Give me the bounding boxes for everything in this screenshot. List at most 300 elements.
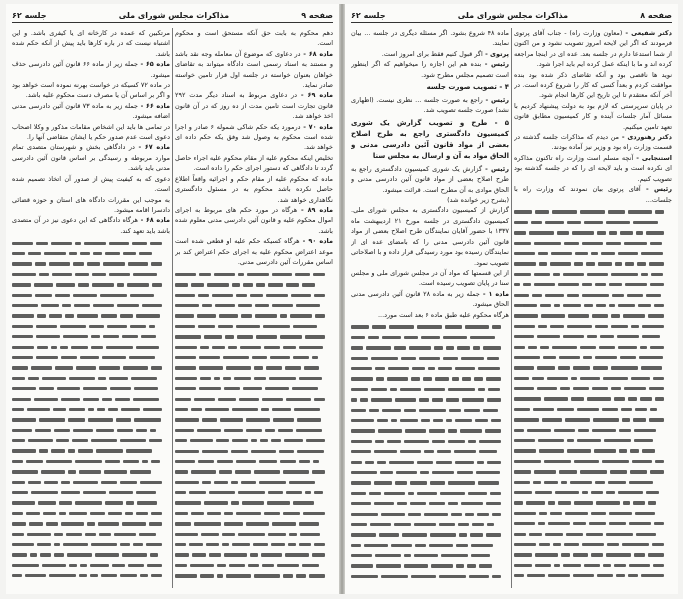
word-mark (238, 533, 265, 536)
word-mark (573, 574, 594, 577)
paragraph-text: در تمامی ها باید این اشخاص مقامات مذکور و وکلا اصحاب دعوی است عدم صدور حکم یا ایشان متقاضی آنها را. (12, 122, 170, 142)
word-mark (136, 314, 160, 317)
word-mark (567, 221, 581, 224)
word-mark (60, 346, 68, 349)
word-mark (540, 346, 549, 349)
word-mark (388, 367, 409, 370)
word-mark (440, 492, 465, 495)
word-mark (292, 387, 318, 390)
word-mark (641, 366, 662, 369)
word-mark (570, 481, 592, 484)
word-mark (470, 533, 483, 536)
word-mark (479, 450, 497, 453)
word-mark (36, 242, 48, 245)
paragraph (175, 90, 333, 121)
word-mark (548, 574, 570, 577)
word-mark (538, 522, 545, 525)
word-mark (654, 522, 664, 525)
word-mark (175, 553, 189, 556)
text-line (12, 342, 170, 352)
word-mark (634, 439, 653, 442)
word-mark (455, 367, 475, 370)
word-mark (189, 491, 206, 494)
word-mark (624, 242, 647, 245)
word-mark (299, 460, 310, 463)
word-mark (79, 470, 101, 473)
word-mark (26, 512, 40, 515)
word-mark (175, 325, 195, 328)
word-mark (293, 501, 314, 504)
word-mark (473, 346, 480, 349)
word-mark (51, 346, 57, 349)
text-line (514, 467, 672, 477)
paragraph (12, 174, 170, 195)
word-mark (204, 335, 222, 338)
word-mark (351, 461, 362, 464)
word-mark (101, 314, 117, 317)
text-line (351, 519, 509, 529)
word-mark (255, 304, 269, 307)
word-mark (250, 294, 263, 297)
word-mark (371, 357, 398, 360)
word-mark (90, 564, 109, 567)
word-mark (91, 543, 117, 546)
word-mark (288, 543, 296, 546)
word-mark (68, 449, 75, 452)
word-mark (26, 460, 43, 463)
word-mark (582, 543, 604, 546)
word-mark (96, 429, 114, 432)
text-line (514, 519, 672, 529)
word-mark (400, 388, 421, 391)
word-mark (431, 564, 453, 567)
text-line (175, 321, 333, 331)
text-line (12, 332, 170, 342)
word-mark (370, 523, 391, 526)
word-mark (642, 335, 660, 338)
text-line (514, 363, 672, 373)
word-mark (116, 418, 131, 421)
word-mark (479, 564, 492, 567)
word-mark (384, 492, 405, 495)
word-mark (402, 533, 427, 536)
word-mark (246, 418, 270, 421)
word-mark (351, 325, 369, 328)
word-mark (539, 512, 547, 515)
word-mark (149, 439, 162, 442)
word-mark (563, 335, 584, 338)
paragraph-text: جمله زیر به ماده ۷۳ قانون آئین دادرسی مدنی اضافه میشود. (12, 101, 170, 121)
text-line (514, 425, 672, 435)
text-line (175, 301, 333, 311)
text-line (351, 332, 509, 342)
word-mark (261, 408, 269, 411)
word-mark (51, 242, 72, 245)
text-line (351, 426, 509, 436)
word-mark (409, 346, 431, 349)
text-line (514, 248, 672, 258)
word-mark (653, 564, 664, 567)
word-mark (432, 471, 454, 474)
text-line (12, 550, 170, 560)
word-mark (39, 273, 49, 276)
word-mark (109, 491, 133, 494)
word-mark (554, 564, 560, 567)
paragraph-label: ماده ۸۹ - (297, 205, 333, 214)
word-mark (648, 314, 664, 317)
word-mark (486, 502, 501, 505)
word-mark (12, 366, 28, 369)
word-mark (130, 470, 151, 473)
word-mark (535, 210, 549, 213)
word-mark (538, 252, 548, 255)
word-mark (541, 314, 565, 317)
word-mark (478, 367, 500, 370)
word-mark (592, 429, 616, 432)
word-mark (582, 242, 603, 245)
word-mark (39, 387, 54, 390)
word-mark (487, 398, 501, 401)
word-mark (573, 366, 590, 369)
word-mark (207, 512, 221, 515)
word-mark (593, 366, 608, 369)
word-mark (535, 553, 558, 556)
word-mark (377, 419, 388, 422)
word-mark (130, 325, 146, 328)
word-mark (28, 439, 53, 442)
word-mark (650, 470, 664, 473)
paragraph-text: هرگاه در مورد حکم های مربوط به اجرای اموال محکوم علیه و قانون آئین دادرسی مدنی معلوم شده باشد. (175, 205, 333, 235)
word-mark (61, 522, 84, 525)
text-line (175, 519, 333, 529)
text-line (175, 415, 333, 425)
word-mark (150, 553, 158, 556)
word-mark (448, 429, 457, 432)
word-mark (55, 294, 70, 297)
right-page-header (351, 8, 672, 23)
word-mark (567, 449, 591, 452)
text-line (351, 364, 509, 374)
word-mark (631, 325, 639, 328)
word-mark (514, 221, 528, 224)
word-mark (483, 346, 501, 349)
word-mark (602, 460, 629, 463)
word-mark (59, 501, 72, 504)
word-mark (598, 262, 612, 265)
word-mark (121, 408, 140, 411)
word-mark (37, 346, 48, 349)
word-mark (243, 283, 253, 286)
paragraph (514, 101, 672, 132)
text-line (175, 425, 333, 435)
word-mark (472, 523, 484, 526)
word-mark (83, 491, 106, 494)
text-line (351, 395, 509, 405)
word-mark (152, 283, 162, 286)
word-mark (222, 533, 235, 536)
word-mark (650, 346, 664, 349)
word-mark (462, 377, 471, 380)
word-mark (262, 564, 274, 567)
paragraph-label: رئیس - (482, 164, 509, 173)
word-mark (41, 470, 65, 473)
paragraph-label: استنجابی - (633, 153, 672, 162)
word-mark (78, 449, 93, 452)
word-mark (266, 294, 288, 297)
word-mark (253, 543, 268, 546)
paragraph-label: ماده ۶۵ - (137, 60, 170, 69)
word-mark (451, 513, 462, 516)
word-mark (31, 491, 58, 494)
word-mark (246, 429, 262, 432)
word-mark (136, 491, 156, 494)
word-mark (534, 273, 550, 276)
word-mark (108, 408, 118, 411)
word-mark (448, 502, 458, 505)
word-mark (149, 522, 162, 525)
text-line (12, 321, 170, 331)
paragraph (12, 59, 170, 80)
word-mark (36, 335, 60, 338)
text-line (175, 352, 333, 362)
word-mark (587, 335, 597, 338)
word-mark (312, 356, 318, 359)
text-line (175, 342, 333, 352)
word-mark (408, 492, 414, 495)
word-mark (36, 356, 58, 359)
word-mark (533, 408, 554, 411)
word-mark (514, 449, 536, 452)
word-mark (61, 481, 70, 484)
word-mark (150, 242, 162, 245)
word-mark (419, 398, 429, 401)
word-mark (212, 346, 225, 349)
left-page-header (12, 8, 333, 23)
word-mark (236, 294, 247, 297)
word-mark (635, 512, 655, 515)
word-mark (75, 460, 102, 463)
word-mark (491, 419, 501, 422)
word-mark (607, 543, 619, 546)
word-mark (351, 575, 378, 578)
word-mark (573, 387, 589, 390)
word-mark (539, 543, 550, 546)
word-mark (351, 502, 371, 505)
word-mark (112, 564, 125, 567)
word-mark (256, 283, 265, 286)
word-mark (483, 409, 498, 412)
word-mark (553, 273, 560, 276)
word-mark (568, 314, 589, 317)
word-mark (411, 575, 436, 578)
word-mark (455, 419, 472, 422)
text-line (514, 477, 672, 487)
word-mark (618, 252, 638, 255)
word-mark (396, 471, 417, 474)
word-mark (271, 439, 281, 442)
word-mark (12, 543, 34, 546)
word-mark (514, 262, 536, 265)
word-mark (552, 346, 577, 349)
word-mark (306, 439, 325, 442)
word-mark (514, 283, 520, 286)
word-mark (12, 283, 31, 286)
word-mark (280, 335, 302, 338)
word-mark (199, 273, 211, 276)
text-line (12, 529, 170, 539)
word-mark (214, 377, 220, 380)
word-mark (471, 544, 493, 547)
word-mark (238, 273, 244, 276)
paragraph (351, 49, 509, 59)
word-mark (537, 366, 555, 369)
word-mark (272, 522, 296, 525)
word-mark (286, 283, 299, 286)
word-mark (68, 418, 85, 421)
word-mark (634, 429, 656, 432)
text-line (514, 404, 672, 414)
word-mark (232, 543, 250, 546)
text-line (514, 228, 672, 238)
word-mark (487, 357, 499, 360)
word-mark (273, 418, 294, 421)
word-mark (136, 346, 159, 349)
word-mark (77, 314, 98, 317)
word-mark (218, 325, 233, 328)
word-mark (351, 367, 372, 370)
word-mark (587, 397, 611, 400)
paragraph (514, 132, 672, 153)
word-mark (202, 418, 217, 421)
word-mark (360, 398, 368, 401)
word-mark (296, 429, 322, 432)
word-mark (37, 543, 51, 546)
word-mark (582, 294, 609, 297)
word-mark (12, 574, 22, 577)
word-mark (125, 512, 133, 515)
word-mark (369, 492, 381, 495)
word-mark (61, 491, 80, 494)
word-mark (87, 522, 95, 525)
left-page-title: مذاکرات مجلس شورای ملی (118, 10, 230, 20)
word-mark (514, 481, 530, 484)
word-mark (419, 357, 440, 360)
word-mark (584, 304, 593, 307)
text-line (351, 457, 509, 467)
word-mark (268, 283, 283, 286)
text-line (514, 373, 672, 383)
text-line (12, 384, 170, 394)
word-mark (572, 231, 594, 234)
word-mark (279, 450, 294, 453)
word-mark (429, 544, 453, 547)
word-mark (611, 273, 638, 276)
word-mark (88, 408, 94, 411)
word-mark (35, 429, 51, 432)
text-line (12, 508, 170, 518)
text-line (514, 550, 672, 560)
word-mark (299, 543, 311, 546)
word-mark (634, 553, 645, 556)
word-mark (268, 533, 286, 536)
word-mark (87, 262, 100, 265)
paragraph (175, 28, 333, 49)
paragraph-label: دکتر شفیعی - (622, 29, 672, 37)
word-mark (394, 346, 406, 349)
word-mark (271, 543, 285, 546)
text-line (12, 498, 170, 508)
word-mark (468, 492, 487, 495)
paragraph (175, 236, 333, 267)
word-mark (351, 533, 376, 536)
word-mark (563, 304, 581, 307)
word-mark (115, 398, 130, 401)
word-mark (649, 387, 664, 390)
word-mark (526, 501, 545, 504)
word-mark (379, 533, 399, 536)
paragraph-label: دکتر رهنوردی - (619, 133, 672, 142)
word-mark (104, 470, 127, 473)
word-mark (142, 304, 162, 307)
word-mark (642, 325, 664, 328)
word-mark (120, 481, 137, 484)
word-mark (140, 574, 148, 577)
word-mark (529, 231, 554, 234)
word-mark (129, 356, 155, 359)
word-mark (421, 419, 430, 422)
word-mark (232, 439, 248, 442)
word-mark (201, 533, 219, 536)
text-line (12, 571, 170, 581)
word-mark (650, 242, 662, 245)
word-mark (200, 574, 214, 577)
word-mark (130, 294, 154, 297)
word-mark (550, 512, 562, 515)
word-mark (445, 325, 462, 328)
word-mark (551, 252, 572, 255)
text-line (12, 477, 170, 487)
word-mark (266, 366, 282, 369)
word-mark (228, 346, 237, 349)
word-mark (175, 314, 194, 317)
word-mark (554, 429, 575, 432)
word-mark (640, 346, 647, 349)
word-mark (478, 481, 499, 484)
left-page-right-column (175, 28, 333, 588)
text-line (175, 540, 333, 550)
word-mark (595, 356, 617, 359)
word-mark (449, 409, 461, 412)
word-mark (49, 314, 62, 317)
word-mark (545, 294, 564, 297)
word-mark (378, 429, 402, 432)
word-mark (621, 408, 632, 411)
word-mark (285, 366, 301, 369)
word-mark (649, 418, 664, 421)
word-mark (606, 533, 633, 536)
word-mark (117, 429, 133, 432)
word-mark (461, 502, 483, 505)
paragraph-text: جمله زیر از ماده ۶۶ قانون آئین دادرسی حذف میشود. (12, 60, 170, 79)
word-mark (280, 460, 296, 463)
word-mark (92, 273, 106, 276)
word-mark (217, 564, 226, 567)
word-mark (550, 262, 571, 265)
word-mark (313, 273, 325, 276)
word-mark (351, 481, 371, 484)
text-line (351, 384, 509, 394)
word-mark (397, 502, 407, 505)
